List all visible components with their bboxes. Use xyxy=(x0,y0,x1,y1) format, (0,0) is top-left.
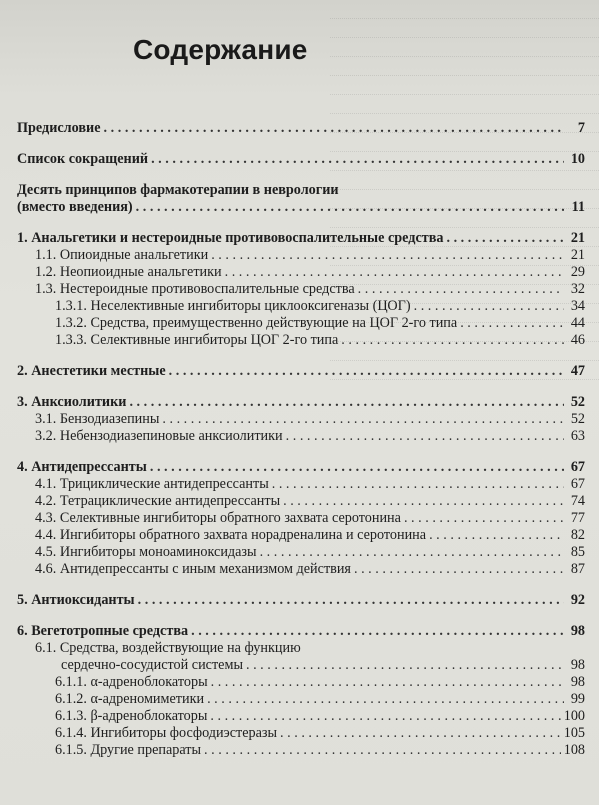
table-of-contents xyxy=(17,120,585,759)
toc-entry xyxy=(17,247,585,264)
toc-entry-page: 100 xyxy=(563,708,585,724)
dot-leader xyxy=(104,120,564,137)
toc-entry-title: сердечно-сосудистой системы xyxy=(61,657,243,673)
toc-entry-title: (вместо введения) xyxy=(17,199,133,215)
dot-leader xyxy=(414,298,564,315)
dot-leader xyxy=(162,411,564,428)
toc-entry xyxy=(17,151,585,168)
toc-entry xyxy=(17,332,585,349)
dot-leader xyxy=(169,363,564,380)
toc-entry-page: 82 xyxy=(570,527,585,543)
toc-entry-page: 85 xyxy=(570,544,585,560)
toc-entry-title: 2. Анестетики местные xyxy=(17,363,166,379)
dot-leader xyxy=(211,247,564,264)
toc-entry-title: Предисловие xyxy=(17,120,101,136)
dot-leader xyxy=(136,199,564,216)
toc-entry xyxy=(17,544,585,561)
toc-entry-title-line1: Десять принципов фармакотерапии в неврологии xyxy=(17,182,339,198)
toc-entry-title: 1.3.2. Средства, преимущественно действующие на ЦОГ 2-го типа xyxy=(55,315,458,331)
toc-entry-title-line1: 6.1. Средства, воздействующие на функцию xyxy=(35,640,301,656)
dot-leader xyxy=(225,264,564,281)
toc-entry xyxy=(17,742,585,759)
toc-entry-page: 34 xyxy=(570,298,585,314)
toc-entry xyxy=(17,493,585,510)
toc-entry-page: 32 xyxy=(570,281,585,297)
dot-leader xyxy=(210,708,560,725)
toc-entry-page: 52 xyxy=(570,394,585,410)
toc-entry-title: 4. Антидепрессанты xyxy=(17,459,147,475)
toc-entry xyxy=(17,428,585,445)
toc-entry-page: 77 xyxy=(570,510,585,526)
toc-entry-title: 4.3. Селективные ингибиторы обратного захвата серотонина xyxy=(35,510,401,526)
dot-leader xyxy=(129,394,564,411)
toc-entry xyxy=(17,510,585,527)
toc-entry-title: 4.5. Ингибиторы моноаминоксидазы xyxy=(35,544,257,560)
toc-entry xyxy=(17,199,585,216)
dot-leader xyxy=(246,657,564,674)
toc-entry-title: Список сокращений xyxy=(17,151,149,167)
toc-entry xyxy=(17,674,585,691)
toc-entry xyxy=(17,527,585,544)
toc-entry xyxy=(17,725,585,742)
toc-entry-title: 1.3. Нестероидные противовоспалительные средства xyxy=(35,281,355,297)
toc-entry-title: 4.4. Ингибиторы обратного захвата норадреналина и серотонина xyxy=(35,527,427,543)
dot-leader xyxy=(207,691,564,708)
toc-entry-title: 4.6. Антидепрессанты с иным механизмом действия xyxy=(35,561,351,577)
toc-entry xyxy=(17,230,585,247)
toc-entry-page: 108 xyxy=(563,742,585,758)
dot-leader xyxy=(354,561,564,578)
toc-entry-page: 98 xyxy=(570,657,585,673)
toc-entry xyxy=(17,411,585,428)
toc-entry xyxy=(17,281,585,298)
toc-entry-title: 1.1. Опиоидные анальгетики xyxy=(35,247,209,263)
toc-entry-title: 6.1.1. α-адреноблокаторы xyxy=(55,674,208,690)
toc-entry xyxy=(17,708,585,725)
dot-leader xyxy=(151,151,564,168)
toc-entry xyxy=(17,623,585,640)
toc-entry-title: 6.1.2. α-адреномиметики xyxy=(55,691,205,707)
toc-entry-title: 6.1.4. Ингибиторы фосфодиэстеразы xyxy=(55,725,278,741)
toc-entry xyxy=(17,394,585,411)
toc-entry-page: 10 xyxy=(570,151,585,167)
toc-entry xyxy=(17,363,585,380)
dot-leader xyxy=(429,527,564,544)
dot-leader xyxy=(460,315,564,332)
dot-leader xyxy=(283,493,564,510)
toc-entry-title: 6.1.3. β-адреноблокаторы xyxy=(55,708,208,724)
toc-entry-page: 67 xyxy=(570,476,585,492)
dot-leader xyxy=(150,459,564,476)
dot-leader xyxy=(204,742,561,759)
toc-entry-page: 87 xyxy=(570,561,585,577)
toc-entry-page: 74 xyxy=(570,493,585,509)
toc-entry-page: 7 xyxy=(577,120,585,136)
toc-entry-page: 67 xyxy=(570,459,585,475)
toc-entry-page: 105 xyxy=(563,725,585,741)
toc-entry-page: 52 xyxy=(570,411,585,427)
toc-entry-title: 1.3.1. Неселективные ингибиторы циклооксигеназы (ЦОГ) xyxy=(55,298,411,314)
toc-entry-page: 29 xyxy=(570,264,585,280)
toc-entry-page: 92 xyxy=(570,592,585,608)
toc-entry-page: 47 xyxy=(570,363,585,379)
toc-entry-title: 4.2. Тетрациклические антидепрессанты xyxy=(35,493,281,509)
dot-leader xyxy=(138,592,564,609)
toc-entry-title: 1.3.3. Селективные ингибиторы ЦОГ 2-го типа xyxy=(55,332,339,348)
toc-entry-title: 6.1.5. Другие препараты xyxy=(55,742,202,758)
dot-leader xyxy=(260,544,564,561)
toc-entry-title: 6. Вегетотропные средства xyxy=(17,623,189,639)
page-title: Содержание xyxy=(133,34,308,65)
toc-entry-title: 1.2. Неопиоидные анальгетики xyxy=(35,264,222,280)
toc-entry-page: 63 xyxy=(570,428,585,444)
toc-entry-title: 3.1. Бензодиазепины xyxy=(35,411,160,427)
dot-leader xyxy=(446,230,564,247)
toc-entry xyxy=(17,298,585,315)
toc-entry-page: 11 xyxy=(571,199,585,215)
toc-entry xyxy=(17,592,585,609)
toc-entry-title: 3.2. Небензодиазепиновые анксиолитики xyxy=(35,428,283,444)
dot-leader xyxy=(341,332,564,349)
toc-entry xyxy=(17,120,585,137)
toc-entry-page: 44 xyxy=(570,315,585,331)
dot-leader xyxy=(191,623,564,640)
toc-entry-page: 21 xyxy=(570,247,585,263)
dot-leader xyxy=(404,510,564,527)
toc-entry-title: 4.1. Трициклические антидепрессанты xyxy=(35,476,269,492)
dot-leader xyxy=(211,674,564,691)
toc-entry xyxy=(17,476,585,493)
toc-entry-page: 98 xyxy=(570,623,585,639)
toc-entry-title: 1. Анальгетики и нестероидные противовоспалительные средства xyxy=(17,230,444,246)
toc-entry xyxy=(17,315,585,332)
dot-leader xyxy=(280,725,561,742)
toc-entry-page: 21 xyxy=(570,230,585,246)
dot-leader xyxy=(286,428,564,445)
toc-entry xyxy=(17,657,585,674)
toc-entry-page: 98 xyxy=(570,674,585,690)
toc-entry xyxy=(17,459,585,476)
toc-entry xyxy=(17,691,585,708)
dot-leader xyxy=(272,476,564,493)
toc-entry xyxy=(17,264,585,281)
dot-leader xyxy=(358,281,564,298)
toc-entry xyxy=(17,561,585,578)
toc-entry-page: 46 xyxy=(570,332,585,348)
toc-entry-title: 5. Антиоксиданты xyxy=(17,592,135,608)
toc-entry-page: 99 xyxy=(570,691,585,707)
toc-entry-title: 3. Анксиолитики xyxy=(17,394,127,410)
